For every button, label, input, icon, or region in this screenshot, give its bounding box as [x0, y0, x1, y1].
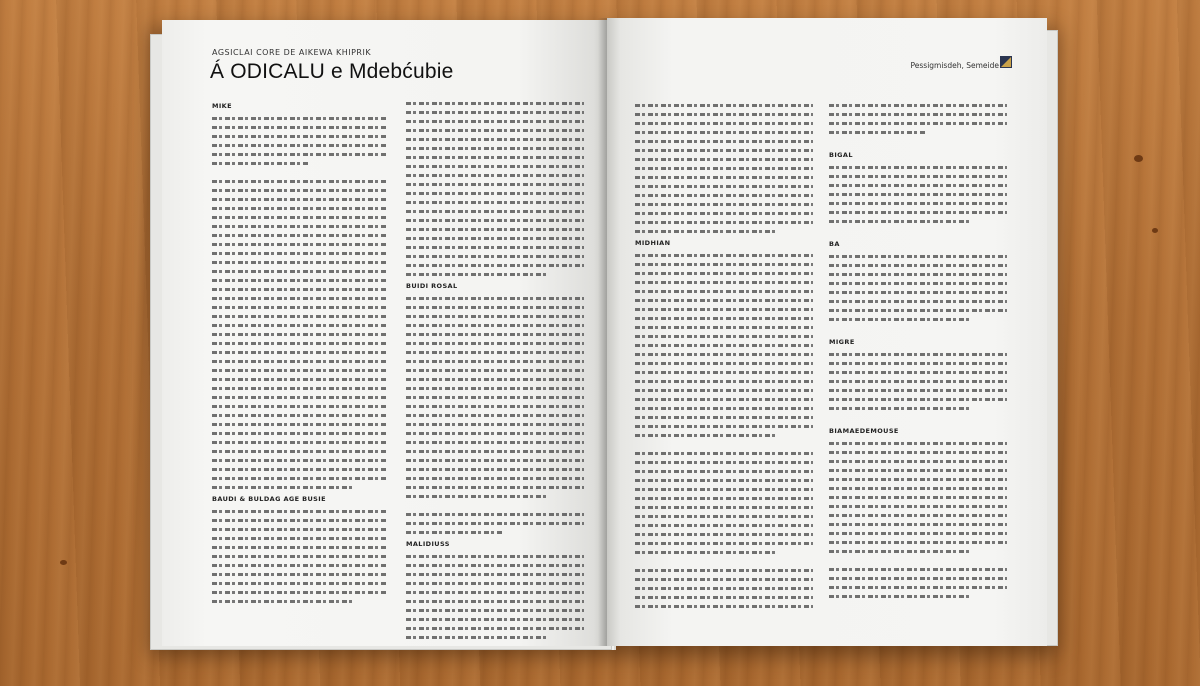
text-line	[635, 587, 813, 590]
text-line	[406, 237, 584, 240]
paragraph-gap	[829, 229, 1007, 238]
text-line	[212, 396, 388, 399]
text-line	[212, 117, 388, 120]
text-line	[406, 396, 584, 399]
text-line	[212, 441, 388, 444]
text-line	[635, 542, 813, 545]
text-column-4	[829, 104, 1007, 604]
text-line	[212, 555, 388, 558]
text-column-1	[212, 100, 388, 609]
text-line	[635, 281, 813, 284]
text-line	[212, 207, 388, 210]
text-line	[406, 315, 584, 318]
text-line	[829, 586, 1007, 589]
text-line	[212, 270, 388, 273]
text-line	[212, 414, 388, 417]
text-line	[829, 451, 1007, 454]
subhead: BIGAL	[829, 151, 853, 159]
text-line	[635, 488, 813, 491]
subhead: BAUDI & BULDAG AGE BUSIE	[212, 495, 326, 503]
text-line	[829, 595, 971, 598]
text-line	[212, 189, 388, 192]
text-line	[635, 461, 813, 464]
text-line	[635, 362, 813, 365]
subhead: BIAMAEDEMOUSE	[829, 427, 899, 435]
text-line	[635, 335, 813, 338]
text-line	[829, 442, 1007, 445]
text-line	[829, 211, 1007, 214]
text-line	[829, 193, 1007, 196]
text-line	[829, 184, 1007, 187]
text-line	[829, 104, 1007, 107]
text-line	[212, 315, 388, 318]
text-line	[406, 522, 584, 525]
text-line	[406, 264, 584, 267]
text-line	[829, 113, 1007, 116]
text-line	[406, 156, 584, 159]
text-line	[635, 479, 813, 482]
text-line	[212, 600, 353, 603]
text-line	[406, 333, 584, 336]
text-line	[212, 198, 388, 201]
text-line	[212, 180, 388, 183]
subhead: BA	[829, 240, 840, 248]
text-line	[406, 324, 584, 327]
text-line	[635, 290, 813, 293]
text-line	[406, 201, 584, 204]
text-line	[212, 546, 388, 549]
text-line	[406, 468, 584, 471]
text-line	[829, 514, 1007, 517]
text-line	[635, 158, 813, 161]
text-line	[829, 469, 1007, 472]
text-line	[829, 220, 971, 223]
text-line	[212, 519, 388, 522]
text-line	[829, 175, 1007, 178]
text-line	[829, 166, 1007, 169]
text-line	[635, 263, 813, 266]
text-line	[829, 523, 1007, 526]
text-line	[212, 573, 388, 576]
text-line	[635, 389, 813, 392]
paragraph-gap	[829, 559, 1007, 568]
text-line	[212, 405, 388, 408]
text-line	[635, 176, 813, 179]
running-head-left: AGSICLAI CORE DE AIKEWA KHIPRIK	[212, 48, 372, 57]
text-line	[212, 459, 388, 462]
text-line	[406, 120, 584, 123]
text-line	[406, 129, 584, 132]
text-line	[635, 326, 813, 329]
text-line	[212, 279, 388, 282]
text-line	[212, 510, 388, 513]
text-line	[406, 351, 584, 354]
running-head-right: Pessigmisdeh, Semeide	[910, 61, 999, 70]
text-line	[829, 255, 1007, 258]
text-line	[635, 578, 813, 581]
text-line	[406, 219, 584, 222]
text-line	[829, 407, 971, 410]
left-page	[162, 20, 607, 646]
text-line	[406, 477, 584, 480]
text-line	[635, 434, 777, 437]
text-line	[406, 495, 548, 498]
paragraph-gap	[212, 171, 388, 180]
text-line	[406, 513, 584, 516]
text-line	[829, 273, 1007, 276]
text-line	[406, 111, 584, 114]
wood-knot	[1134, 155, 1143, 162]
text-line	[635, 344, 813, 347]
text-column-2	[406, 102, 584, 645]
text-line	[635, 470, 813, 473]
text-line	[829, 532, 1007, 535]
text-line	[406, 174, 584, 177]
text-line	[212, 153, 388, 156]
subhead: BUIDI ROSAL	[406, 282, 458, 290]
subhead: MIDHIAN	[635, 239, 671, 247]
text-line	[635, 140, 813, 143]
text-line	[406, 342, 584, 345]
paragraph-gap	[829, 416, 1007, 425]
text-line	[829, 505, 1007, 508]
text-line	[635, 212, 813, 215]
text-line	[406, 555, 584, 558]
text-line	[635, 203, 813, 206]
text-line	[406, 618, 584, 621]
text-line	[212, 564, 388, 567]
text-line	[212, 528, 388, 531]
wood-knot	[60, 560, 67, 565]
text-line	[635, 131, 813, 134]
text-line	[406, 405, 584, 408]
text-line	[406, 273, 548, 276]
text-line	[406, 531, 504, 534]
text-line	[212, 126, 388, 129]
text-line	[212, 225, 388, 228]
text-line	[406, 609, 584, 612]
text-line	[635, 605, 813, 608]
text-line	[635, 506, 813, 509]
text-line	[635, 497, 813, 500]
text-line	[406, 297, 584, 300]
text-line	[829, 550, 971, 553]
text-line	[635, 533, 813, 536]
text-line	[635, 569, 813, 572]
text-line	[829, 487, 1007, 490]
text-line	[829, 496, 1007, 499]
text-line	[829, 264, 1007, 267]
text-line	[212, 306, 388, 309]
text-line	[406, 441, 584, 444]
text-line	[829, 371, 1007, 374]
text-line	[212, 423, 388, 426]
subhead: MIKE	[212, 102, 232, 110]
text-line	[635, 524, 813, 527]
text-line	[406, 582, 584, 585]
text-line	[406, 378, 584, 381]
text-line	[212, 351, 388, 354]
text-line	[406, 228, 584, 231]
text-line	[635, 185, 813, 188]
corner-logo-icon	[1000, 56, 1012, 68]
text-line	[829, 291, 1007, 294]
text-line	[635, 452, 813, 455]
text-line	[406, 192, 584, 195]
paragraph-gap	[406, 504, 584, 513]
text-line	[406, 147, 584, 150]
text-line	[212, 324, 388, 327]
text-line	[406, 432, 584, 435]
text-line	[212, 297, 388, 300]
text-line	[406, 573, 584, 576]
text-line	[406, 459, 584, 462]
text-line	[635, 398, 813, 401]
text-line	[212, 135, 388, 138]
text-line	[406, 486, 584, 489]
text-line	[829, 568, 1007, 571]
text-line	[635, 425, 813, 428]
text-line	[406, 450, 584, 453]
text-line	[406, 564, 584, 567]
text-line	[635, 308, 813, 311]
text-line	[212, 582, 388, 585]
text-line	[635, 317, 813, 320]
text-line	[829, 577, 1007, 580]
text-line	[406, 627, 584, 630]
text-line	[406, 246, 584, 249]
subhead: MIGRE	[829, 338, 855, 346]
text-line	[829, 478, 1007, 481]
subhead: MALIDIUSS	[406, 540, 450, 548]
text-line	[829, 389, 1007, 392]
text-line	[635, 221, 813, 224]
text-line	[635, 122, 813, 125]
text-line	[635, 254, 813, 257]
text-line	[406, 255, 584, 258]
text-line	[635, 104, 813, 107]
text-line	[212, 243, 388, 246]
right-page	[607, 18, 1047, 646]
text-line	[212, 288, 388, 291]
text-column-3	[635, 104, 813, 614]
text-line	[212, 333, 388, 336]
text-line	[635, 149, 813, 152]
text-line	[406, 369, 584, 372]
text-line	[635, 353, 813, 356]
text-line	[635, 230, 777, 233]
text-line	[406, 414, 584, 417]
text-line	[212, 162, 309, 165]
text-line	[829, 398, 1007, 401]
text-line	[829, 300, 1007, 303]
text-line	[406, 387, 584, 390]
text-line	[406, 210, 584, 213]
text-line	[212, 234, 388, 237]
text-line	[635, 407, 813, 410]
text-line	[635, 515, 813, 518]
paragraph-gap	[635, 443, 813, 452]
text-line	[406, 165, 584, 168]
text-line	[406, 306, 584, 309]
text-line	[829, 353, 1007, 356]
text-line	[406, 423, 584, 426]
text-line	[635, 380, 813, 383]
text-line	[212, 477, 388, 480]
text-line	[635, 272, 813, 275]
text-line	[212, 432, 388, 435]
text-line	[829, 122, 1007, 125]
text-line	[635, 299, 813, 302]
text-line	[212, 537, 388, 540]
wood-knot	[1152, 228, 1158, 233]
text-line	[829, 380, 1007, 383]
text-line	[829, 362, 1007, 365]
text-line	[406, 636, 548, 639]
text-line	[406, 183, 584, 186]
text-line	[635, 371, 813, 374]
text-line	[212, 216, 388, 219]
article-title: Á ODICALU e Mdebćubie	[210, 60, 454, 83]
text-line	[635, 416, 813, 419]
text-line	[406, 600, 584, 603]
text-line	[406, 102, 584, 105]
text-line	[829, 541, 1007, 544]
text-line	[406, 591, 584, 594]
text-line	[212, 261, 388, 264]
paragraph-gap	[829, 140, 1007, 149]
text-line	[635, 551, 777, 554]
text-line	[635, 113, 813, 116]
text-line	[829, 309, 1007, 312]
text-line	[212, 252, 388, 255]
text-line	[635, 194, 813, 197]
text-line	[212, 360, 388, 363]
text-line	[829, 460, 1007, 463]
text-line	[406, 360, 584, 363]
text-line	[212, 591, 388, 594]
text-line	[635, 167, 813, 170]
text-line	[212, 342, 388, 345]
text-line	[829, 202, 1007, 205]
text-line	[212, 144, 388, 147]
text-line	[829, 318, 971, 321]
text-line	[212, 378, 388, 381]
text-line	[829, 131, 927, 134]
text-line	[635, 596, 813, 599]
text-line	[212, 387, 388, 390]
text-line	[212, 369, 388, 372]
text-line	[406, 138, 584, 141]
paragraph-gap	[635, 560, 813, 569]
text-line	[829, 282, 1007, 285]
text-line	[212, 468, 388, 471]
text-line	[212, 486, 353, 489]
paragraph-gap	[829, 327, 1007, 336]
text-line	[212, 450, 388, 453]
